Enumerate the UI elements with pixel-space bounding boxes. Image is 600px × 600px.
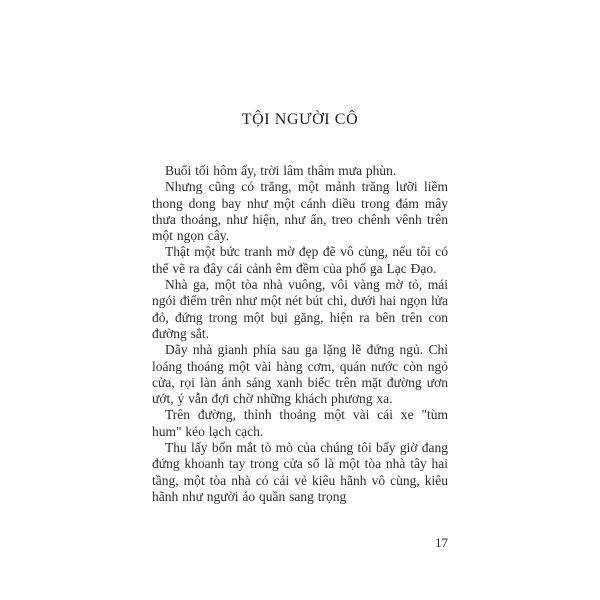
- paragraph: Nhưng cũng có trăng, một mảnh trăng lưỡi liềm thong dong bay như một cánh diều trong đám mây thưa thoáng, như hiện, như ẩn, treo chênh vênh trên một ngọn cây.: [152, 179, 448, 244]
- body-text: [152, 163, 448, 505]
- paragraph: Thật một bức tranh mờ đẹp đẽ vô cùng, nếu tôi có thể vẽ ra đây cái cảnh êm đềm của phố ga Lạc Đạo.: [152, 244, 448, 276]
- paragraph: Thu lấy bốn mắt tò mò của chúng tôi bấy giờ đang đứng khoanh tay trong cửa sổ là một tòa nhà tây hai tầng, một tòa nhà có cái vẻ kiêu hãnh vô cùng, kiêu hãnh như người áo quần sang trọng: [152, 440, 448, 504]
- paragraph: Dãy nhà gianh phía sau ga lặng lẽ đứng ngủ. Chỉ loáng thoáng một vài hàng cơm, quán nước còn ngỏ cửa, rọi làn ánh sáng xanh biếc trên mặt đường ươn ướt, ý vẫn đợi chờ những khách phương xa.: [152, 342, 448, 407]
- page-number: 17: [435, 535, 448, 550]
- paragraph: Trên đường, thỉnh thoảng một vài cái xe "tùm hum" kéo lạch cạch.: [152, 407, 448, 439]
- paragraph: Buổi tối hôm ấy, trời lâm thâm mưa phùn.: [165, 163, 397, 178]
- paragraph: Nhà ga, một tòa nhà vuông, vôi vàng mờ tỏ, mái ngói điểm trên như một nét bút chì, dưới hai ngọn lửa đỏ, đứng trong một bụi găng, hiện ra bên trên con đường sắt.: [152, 277, 448, 341]
- chapter-title: TỘI NGƯỜI CÔ: [241, 111, 359, 128]
